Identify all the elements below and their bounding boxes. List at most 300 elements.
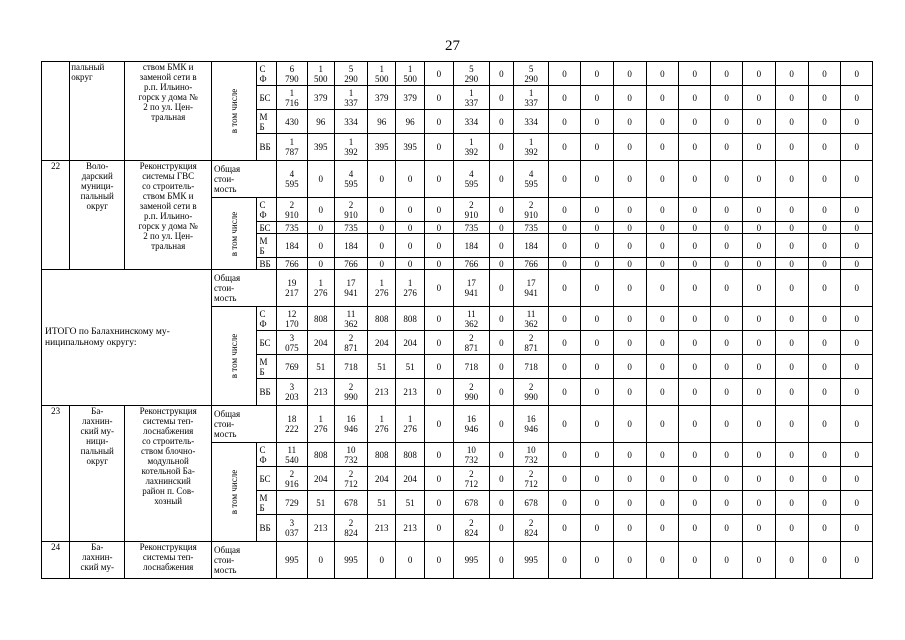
zero-cell: 0 — [613, 406, 646, 443]
value-cell: 0 — [307, 542, 334, 579]
zero-cell: 0 — [646, 198, 679, 222]
zero-cell: 0 — [613, 355, 646, 379]
zero-cell: 0 — [841, 406, 873, 443]
zero-cell: 0 — [679, 198, 711, 222]
value-cell: 204 — [368, 467, 396, 491]
zero-cell: 0 — [808, 542, 841, 579]
zero-cell: 0 — [742, 406, 775, 443]
in-total-vertical-label: в том числе — [229, 88, 240, 134]
zero-cell: 0 — [549, 161, 581, 198]
value-cell: 678 — [334, 491, 367, 515]
value-cell: 808 — [368, 443, 396, 467]
value-cell: 3 075 — [277, 331, 307, 355]
value-cell: 2 824 — [514, 515, 549, 542]
value-cell: 0 — [489, 270, 513, 307]
value-cell: 0 — [368, 222, 396, 234]
zero-cell: 0 — [549, 467, 581, 491]
project-description: ством БМК и заменой сети в р.п. Ильино- горск у дома № 2 по ул. Цен- тральная — [125, 62, 212, 161]
source-label: БС — [257, 467, 277, 491]
value-cell: 0 — [489, 222, 513, 234]
zero-cell: 0 — [711, 491, 743, 515]
value-cell: 184 — [514, 234, 549, 258]
value-cell: 0 — [424, 331, 453, 355]
value-cell: 0 — [489, 234, 513, 258]
zero-cell: 0 — [580, 379, 613, 406]
value-cell: 729 — [277, 491, 307, 515]
value-cell: 0 — [489, 307, 513, 331]
value-cell: 0 — [368, 234, 396, 258]
zero-cell: 0 — [613, 379, 646, 406]
zero-cell: 0 — [549, 62, 581, 86]
value-cell: 5 290 — [334, 62, 367, 86]
zero-cell: 0 — [613, 331, 646, 355]
value-cell: 2 990 — [453, 379, 489, 406]
value-cell: 2 824 — [334, 515, 367, 542]
zero-cell: 0 — [646, 86, 679, 110]
zero-cell: 0 — [549, 443, 581, 467]
value-cell: 0 — [424, 406, 453, 443]
zero-cell: 0 — [711, 198, 743, 222]
zero-cell: 0 — [580, 86, 613, 110]
zero-cell: 0 — [613, 86, 646, 110]
zero-cell: 0 — [742, 515, 775, 542]
zero-cell: 0 — [742, 222, 775, 234]
zero-cell: 0 — [808, 467, 841, 491]
value-cell: 0 — [424, 62, 453, 86]
value-cell: 995 — [277, 542, 307, 579]
value-cell: 808 — [396, 307, 424, 331]
zero-cell: 0 — [808, 62, 841, 86]
zero-cell: 0 — [711, 270, 743, 307]
value-cell: 0 — [489, 406, 513, 443]
value-cell: 995 — [334, 542, 367, 579]
zero-cell: 0 — [679, 110, 711, 134]
zero-cell: 0 — [775, 86, 808, 110]
zero-cell: 0 — [808, 491, 841, 515]
zero-cell: 0 — [679, 307, 711, 331]
value-cell: 0 — [489, 86, 513, 110]
value-cell: 334 — [334, 110, 367, 134]
zero-cell: 0 — [841, 62, 873, 86]
total-cost-label: Общая стои- мость — [212, 406, 277, 443]
value-cell: 0 — [489, 331, 513, 355]
value-cell: 17 941 — [453, 270, 489, 307]
zero-cell: 0 — [580, 331, 613, 355]
value-cell: 1 276 — [307, 406, 334, 443]
value-cell: 11 362 — [514, 307, 549, 331]
value-cell: 16 946 — [514, 406, 549, 443]
value-cell: 334 — [514, 110, 549, 134]
value-cell: 0 — [396, 234, 424, 258]
value-cell: 10 732 — [514, 443, 549, 467]
value-cell: 18 222 — [277, 406, 307, 443]
in-total-vertical-label: в том числе — [229, 333, 240, 379]
source-label: С Ф — [257, 307, 277, 331]
project-description: Реконструкция системы теп- лоснабжения — [125, 542, 212, 579]
zero-cell: 0 — [646, 270, 679, 307]
zero-cell: 0 — [711, 542, 743, 579]
zero-cell: 0 — [580, 222, 613, 234]
zero-cell: 0 — [841, 355, 873, 379]
zero-cell: 0 — [775, 62, 808, 86]
zero-cell: 0 — [646, 331, 679, 355]
value-cell: 213 — [368, 515, 396, 542]
row-number — [42, 62, 70, 161]
zero-cell: 0 — [646, 355, 679, 379]
zero-cell: 0 — [580, 467, 613, 491]
zero-cell: 0 — [580, 406, 613, 443]
value-cell: 96 — [368, 110, 396, 134]
value-cell: 0 — [396, 542, 424, 579]
value-cell: 769 — [277, 355, 307, 379]
value-cell: 0 — [368, 198, 396, 222]
source-label: С Ф — [257, 443, 277, 467]
zero-cell: 0 — [711, 331, 743, 355]
value-cell: 0 — [489, 467, 513, 491]
zero-cell: 0 — [679, 542, 711, 579]
source-label: С Ф — [257, 198, 277, 222]
zero-cell: 0 — [711, 443, 743, 467]
value-cell: 0 — [424, 443, 453, 467]
value-cell: 1 392 — [514, 134, 549, 161]
zero-cell: 0 — [646, 379, 679, 406]
zero-cell: 0 — [679, 134, 711, 161]
zero-cell: 0 — [711, 515, 743, 542]
zero-cell: 0 — [742, 198, 775, 222]
source-label: М Б — [257, 234, 277, 258]
zero-cell: 0 — [646, 234, 679, 258]
zero-cell: 0 — [841, 110, 873, 134]
zero-cell: 0 — [711, 222, 743, 234]
value-cell: 379 — [396, 86, 424, 110]
zero-cell: 0 — [742, 467, 775, 491]
zero-cell: 0 — [742, 161, 775, 198]
zero-cell: 0 — [711, 258, 743, 270]
zero-cell: 0 — [775, 491, 808, 515]
zero-cell: 0 — [679, 234, 711, 258]
source-label: ВБ — [257, 258, 277, 270]
zero-cell: 0 — [841, 258, 873, 270]
value-cell: 17 941 — [514, 270, 549, 307]
zero-cell: 0 — [742, 379, 775, 406]
value-cell: 213 — [368, 379, 396, 406]
zero-cell: 0 — [679, 62, 711, 86]
zero-cell: 0 — [613, 62, 646, 86]
zero-cell: 0 — [808, 355, 841, 379]
value-cell: 395 — [396, 134, 424, 161]
value-cell: 808 — [396, 443, 424, 467]
zero-cell: 0 — [711, 134, 743, 161]
value-cell: 0 — [489, 355, 513, 379]
zero-cell: 0 — [775, 542, 808, 579]
zero-cell: 0 — [549, 270, 581, 307]
zero-cell: 0 — [742, 355, 775, 379]
zero-cell: 0 — [679, 443, 711, 467]
value-cell: 213 — [396, 515, 424, 542]
zero-cell: 0 — [775, 515, 808, 542]
value-cell: 0 — [489, 110, 513, 134]
value-cell: 204 — [368, 331, 396, 355]
zero-cell: 0 — [808, 270, 841, 307]
in-total-vertical-label: в том числе — [229, 211, 240, 256]
value-cell: 51 — [368, 491, 396, 515]
value-cell: 0 — [307, 222, 334, 234]
zero-cell: 0 — [613, 110, 646, 134]
zero-cell: 0 — [679, 270, 711, 307]
value-cell: 19 217 — [277, 270, 307, 307]
zero-cell: 0 — [613, 222, 646, 234]
value-cell: 0 — [424, 355, 453, 379]
value-cell: 735 — [514, 222, 549, 234]
source-label: ВБ — [257, 134, 277, 161]
source-label: М Б — [257, 355, 277, 379]
zero-cell: 0 — [775, 307, 808, 331]
value-cell: 0 — [307, 198, 334, 222]
value-cell: 1 392 — [334, 134, 367, 161]
source-label: БС — [257, 331, 277, 355]
project-description: Реконструкция системы теп- лоснабжения со строитель- ством блочно- модульной котельной Ба- лахнинский район п. Сов- хозный — [125, 406, 212, 542]
zero-cell: 0 — [580, 161, 613, 198]
district-name: пальный округ — [70, 62, 125, 161]
value-cell: 11 362 — [334, 307, 367, 331]
zero-cell: 0 — [549, 355, 581, 379]
value-cell: 0 — [424, 234, 453, 258]
zero-cell: 0 — [549, 110, 581, 134]
zero-cell: 0 — [613, 443, 646, 467]
value-cell: 6 790 — [277, 62, 307, 86]
value-cell: 10 732 — [334, 443, 367, 467]
value-cell: 808 — [307, 443, 334, 467]
zero-cell: 0 — [580, 134, 613, 161]
zero-cell: 0 — [775, 443, 808, 467]
value-cell: 51 — [307, 355, 334, 379]
zero-cell: 0 — [549, 307, 581, 331]
value-cell: 51 — [396, 355, 424, 379]
zero-cell: 0 — [613, 542, 646, 579]
value-cell: 184 — [453, 234, 489, 258]
value-cell: 2 910 — [334, 198, 367, 222]
zero-cell: 0 — [742, 443, 775, 467]
zero-cell: 0 — [711, 62, 743, 86]
zero-cell: 0 — [646, 161, 679, 198]
value-cell: 379 — [307, 86, 334, 110]
value-cell: 0 — [489, 62, 513, 86]
value-cell: 0 — [424, 515, 453, 542]
zero-cell: 0 — [742, 307, 775, 331]
value-cell: 213 — [396, 379, 424, 406]
value-cell: 4 595 — [514, 161, 549, 198]
zero-cell: 0 — [711, 86, 743, 110]
value-cell: 12 170 — [277, 307, 307, 331]
value-cell: 204 — [307, 331, 334, 355]
value-cell: 96 — [307, 110, 334, 134]
value-cell: 1 276 — [368, 270, 396, 307]
value-cell: 2 712 — [514, 467, 549, 491]
value-cell: 2 910 — [277, 198, 307, 222]
value-cell: 395 — [307, 134, 334, 161]
value-cell: 0 — [424, 222, 453, 234]
itogo-label: ИТОГО по Балахнинскому му- ниципальному округу: — [42, 270, 212, 406]
zero-cell: 0 — [775, 222, 808, 234]
zero-cell: 0 — [775, 379, 808, 406]
value-cell: 735 — [334, 222, 367, 234]
value-cell: 2 990 — [334, 379, 367, 406]
zero-cell: 0 — [775, 134, 808, 161]
zero-cell: 0 — [841, 222, 873, 234]
zero-cell: 0 — [742, 134, 775, 161]
zero-cell: 0 — [679, 355, 711, 379]
total-cost-label: Общая стои- мость — [212, 542, 277, 579]
value-cell: 1 392 — [453, 134, 489, 161]
value-cell: 379 — [368, 86, 396, 110]
zero-cell: 0 — [646, 406, 679, 443]
value-cell: 395 — [368, 134, 396, 161]
value-cell: 0 — [489, 542, 513, 579]
zero-cell: 0 — [580, 307, 613, 331]
source-label: М Б — [257, 110, 277, 134]
row-number: 23 — [42, 406, 70, 542]
in-total-label-cell — [212, 62, 257, 161]
value-cell: 0 — [396, 222, 424, 234]
value-cell: 0 — [396, 161, 424, 198]
value-cell: 430 — [277, 110, 307, 134]
zero-cell: 0 — [580, 355, 613, 379]
value-cell: 16 946 — [453, 406, 489, 443]
value-cell: 204 — [307, 467, 334, 491]
value-cell: 51 — [396, 491, 424, 515]
zero-cell: 0 — [679, 86, 711, 110]
source-label: БС — [257, 222, 277, 234]
zero-cell: 0 — [549, 198, 581, 222]
zero-cell: 0 — [808, 198, 841, 222]
value-cell: 51 — [307, 491, 334, 515]
zero-cell: 0 — [580, 270, 613, 307]
zero-cell: 0 — [841, 198, 873, 222]
district-name: Ба- лахнин- ский му- — [70, 542, 125, 579]
zero-cell: 0 — [549, 491, 581, 515]
value-cell: 766 — [514, 258, 549, 270]
zero-cell: 0 — [711, 110, 743, 134]
value-cell: 808 — [368, 307, 396, 331]
zero-cell: 0 — [711, 355, 743, 379]
value-cell: 1 337 — [514, 86, 549, 110]
value-cell: 213 — [307, 379, 334, 406]
zero-cell: 0 — [841, 134, 873, 161]
zero-cell: 0 — [808, 379, 841, 406]
value-cell: 0 — [368, 542, 396, 579]
value-cell: 2 871 — [514, 331, 549, 355]
zero-cell: 0 — [646, 110, 679, 134]
zero-cell: 0 — [613, 234, 646, 258]
source-label: ВБ — [257, 515, 277, 542]
zero-cell: 0 — [808, 443, 841, 467]
zero-cell: 0 — [613, 161, 646, 198]
zero-cell: 0 — [841, 379, 873, 406]
value-cell: 1 276 — [307, 270, 334, 307]
value-cell: 0 — [424, 307, 453, 331]
value-cell: 0 — [368, 258, 396, 270]
zero-cell: 0 — [742, 86, 775, 110]
zero-cell: 0 — [646, 491, 679, 515]
value-cell: 0 — [489, 134, 513, 161]
zero-cell: 0 — [580, 443, 613, 467]
zero-cell: 0 — [775, 258, 808, 270]
row-number: 24 — [42, 542, 70, 579]
zero-cell: 0 — [580, 542, 613, 579]
row-number: 22 — [42, 161, 70, 270]
zero-cell: 0 — [679, 331, 711, 355]
zero-cell: 0 — [841, 515, 873, 542]
value-cell: 2 871 — [453, 331, 489, 355]
zero-cell: 0 — [549, 331, 581, 355]
zero-cell: 0 — [711, 161, 743, 198]
zero-cell: 0 — [549, 86, 581, 110]
zero-cell: 0 — [679, 161, 711, 198]
zero-cell: 0 — [613, 134, 646, 161]
value-cell: 16 946 — [334, 406, 367, 443]
value-cell: 735 — [277, 222, 307, 234]
value-cell: 718 — [453, 355, 489, 379]
value-cell: 1 276 — [396, 270, 424, 307]
zero-cell: 0 — [679, 406, 711, 443]
value-cell: 0 — [489, 379, 513, 406]
zero-cell: 0 — [742, 110, 775, 134]
district-name: Воло- дарский муници- пальный округ — [70, 161, 125, 270]
zero-cell: 0 — [679, 222, 711, 234]
zero-cell: 0 — [613, 198, 646, 222]
total-cost-label: Общая стои- мость — [212, 161, 277, 198]
zero-cell: 0 — [742, 62, 775, 86]
value-cell: 2 712 — [334, 467, 367, 491]
value-cell: 2 910 — [453, 198, 489, 222]
value-cell: 0 — [424, 270, 453, 307]
zero-cell: 0 — [580, 62, 613, 86]
zero-cell: 0 — [808, 234, 841, 258]
value-cell: 0 — [424, 379, 453, 406]
value-cell: 0 — [489, 515, 513, 542]
value-cell: 17 941 — [334, 270, 367, 307]
zero-cell: 0 — [742, 270, 775, 307]
zero-cell: 0 — [808, 307, 841, 331]
value-cell: 3 037 — [277, 515, 307, 542]
value-cell: 0 — [307, 234, 334, 258]
zero-cell: 0 — [808, 406, 841, 443]
zero-cell: 0 — [613, 270, 646, 307]
zero-cell: 0 — [580, 515, 613, 542]
value-cell: 678 — [514, 491, 549, 515]
zero-cell: 0 — [549, 515, 581, 542]
value-cell: 1 337 — [453, 86, 489, 110]
value-cell: 766 — [277, 258, 307, 270]
value-cell: 718 — [334, 355, 367, 379]
zero-cell: 0 — [679, 379, 711, 406]
value-cell: 0 — [489, 198, 513, 222]
zero-cell: 0 — [549, 379, 581, 406]
zero-cell: 0 — [580, 258, 613, 270]
zero-cell: 0 — [679, 491, 711, 515]
value-cell: 204 — [396, 467, 424, 491]
value-cell: 0 — [396, 198, 424, 222]
value-cell: 1 787 — [277, 134, 307, 161]
zero-cell: 0 — [775, 406, 808, 443]
zero-cell: 0 — [711, 379, 743, 406]
value-cell: 0 — [424, 467, 453, 491]
value-cell: 96 — [396, 110, 424, 134]
zero-cell: 0 — [775, 234, 808, 258]
value-cell: 0 — [489, 443, 513, 467]
zero-cell: 0 — [841, 331, 873, 355]
zero-cell: 0 — [841, 234, 873, 258]
